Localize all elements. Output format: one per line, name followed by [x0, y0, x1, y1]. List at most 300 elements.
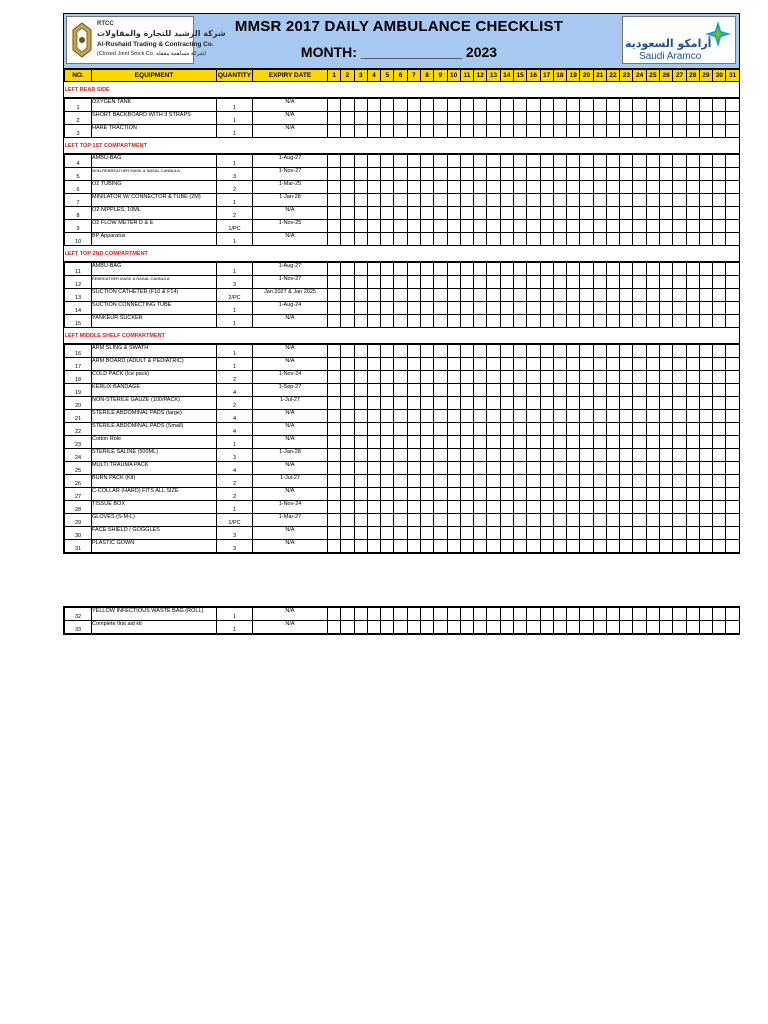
- day-check-cell[interactable]: [713, 371, 726, 384]
- day-check-cell[interactable]: [394, 262, 407, 276]
- day-check-cell[interactable]: [407, 475, 420, 488]
- day-check-cell[interactable]: [540, 608, 553, 621]
- day-check-cell[interactable]: [646, 488, 659, 501]
- day-check-cell[interactable]: [420, 125, 433, 138]
- day-check-cell[interactable]: [434, 371, 447, 384]
- day-check-cell[interactable]: [660, 112, 673, 125]
- day-check-cell[interactable]: [460, 289, 473, 302]
- day-check-cell[interactable]: [686, 154, 699, 168]
- day-check-cell[interactable]: [328, 262, 341, 276]
- day-check-cell[interactable]: [633, 98, 646, 112]
- day-check-cell[interactable]: [567, 181, 580, 194]
- day-check-cell[interactable]: [407, 315, 420, 328]
- day-check-cell[interactable]: [394, 125, 407, 138]
- day-check-cell[interactable]: [460, 302, 473, 315]
- day-check-cell[interactable]: [726, 112, 739, 125]
- day-check-cell[interactable]: [487, 410, 500, 423]
- day-check-cell[interactable]: [341, 276, 354, 289]
- day-check-cell[interactable]: [686, 527, 699, 540]
- day-check-cell[interactable]: [500, 154, 513, 168]
- day-check-cell[interactable]: [673, 462, 686, 475]
- day-check-cell[interactable]: [699, 410, 712, 423]
- day-check-cell[interactable]: [407, 181, 420, 194]
- day-check-cell[interactable]: [381, 488, 394, 501]
- day-check-cell[interactable]: [620, 302, 633, 315]
- day-check-cell[interactable]: [633, 154, 646, 168]
- day-check-cell[interactable]: [381, 621, 394, 634]
- day-check-cell[interactable]: [646, 527, 659, 540]
- day-check-cell[interactable]: [500, 621, 513, 634]
- day-check-cell[interactable]: [354, 488, 367, 501]
- day-check-cell[interactable]: [713, 315, 726, 328]
- day-check-cell[interactable]: [367, 436, 380, 449]
- day-check-cell[interactable]: [553, 358, 566, 371]
- day-check-cell[interactable]: [567, 358, 580, 371]
- day-check-cell[interactable]: [633, 423, 646, 436]
- day-check-cell[interactable]: [660, 125, 673, 138]
- day-check-cell[interactable]: [673, 608, 686, 621]
- day-check-cell[interactable]: [474, 207, 487, 220]
- day-check-cell[interactable]: [580, 462, 593, 475]
- day-check-cell[interactable]: [381, 207, 394, 220]
- day-check-cell[interactable]: [447, 302, 460, 315]
- day-check-cell[interactable]: [474, 289, 487, 302]
- day-check-cell[interactable]: [420, 436, 433, 449]
- day-check-cell[interactable]: [407, 436, 420, 449]
- day-check-cell[interactable]: [420, 540, 433, 553]
- day-check-cell[interactable]: [646, 181, 659, 194]
- day-check-cell[interactable]: [726, 475, 739, 488]
- day-check-cell[interactable]: [434, 449, 447, 462]
- day-check-cell[interactable]: [673, 154, 686, 168]
- day-check-cell[interactable]: [593, 397, 606, 410]
- day-check-cell[interactable]: [633, 220, 646, 233]
- day-check-cell[interactable]: [660, 302, 673, 315]
- day-check-cell[interactable]: [567, 527, 580, 540]
- day-check-cell[interactable]: [341, 315, 354, 328]
- day-check-cell[interactable]: [527, 112, 540, 125]
- day-check-cell[interactable]: [527, 397, 540, 410]
- day-check-cell[interactable]: [500, 181, 513, 194]
- day-check-cell[interactable]: [381, 302, 394, 315]
- day-check-cell[interactable]: [713, 527, 726, 540]
- day-check-cell[interactable]: [580, 514, 593, 527]
- day-check-cell[interactable]: [673, 289, 686, 302]
- day-check-cell[interactable]: [447, 436, 460, 449]
- day-check-cell[interactable]: [328, 181, 341, 194]
- day-check-cell[interactable]: [513, 410, 526, 423]
- day-check-cell[interactable]: [673, 302, 686, 315]
- day-check-cell[interactable]: [567, 462, 580, 475]
- day-check-cell[interactable]: [660, 315, 673, 328]
- day-check-cell[interactable]: [580, 194, 593, 207]
- day-check-cell[interactable]: [633, 449, 646, 462]
- day-check-cell[interactable]: [580, 276, 593, 289]
- day-check-cell[interactable]: [407, 371, 420, 384]
- day-check-cell[interactable]: [460, 220, 473, 233]
- day-check-cell[interactable]: [367, 621, 380, 634]
- day-check-cell[interactable]: [686, 501, 699, 514]
- day-check-cell[interactable]: [686, 462, 699, 475]
- day-check-cell[interactable]: [367, 358, 380, 371]
- day-check-cell[interactable]: [673, 475, 686, 488]
- day-check-cell[interactable]: [713, 540, 726, 553]
- day-check-cell[interactable]: [593, 289, 606, 302]
- day-check-cell[interactable]: [434, 112, 447, 125]
- day-check-cell[interactable]: [407, 276, 420, 289]
- day-check-cell[interactable]: [646, 168, 659, 181]
- day-check-cell[interactable]: [606, 262, 619, 276]
- day-check-cell[interactable]: [593, 475, 606, 488]
- day-check-cell[interactable]: [367, 514, 380, 527]
- day-check-cell[interactable]: [540, 501, 553, 514]
- day-check-cell[interactable]: [593, 181, 606, 194]
- day-check-cell[interactable]: [620, 527, 633, 540]
- day-check-cell[interactable]: [673, 449, 686, 462]
- day-check-cell[interactable]: [447, 397, 460, 410]
- day-check-cell[interactable]: [434, 527, 447, 540]
- day-check-cell[interactable]: [660, 608, 673, 621]
- day-check-cell[interactable]: [513, 527, 526, 540]
- day-check-cell[interactable]: [420, 168, 433, 181]
- day-check-cell[interactable]: [646, 462, 659, 475]
- day-check-cell[interactable]: [553, 181, 566, 194]
- day-check-cell[interactable]: [660, 410, 673, 423]
- day-check-cell[interactable]: [660, 423, 673, 436]
- day-check-cell[interactable]: [407, 98, 420, 112]
- day-check-cell[interactable]: [513, 262, 526, 276]
- day-check-cell[interactable]: [328, 168, 341, 181]
- day-check-cell[interactable]: [646, 514, 659, 527]
- day-check-cell[interactable]: [487, 181, 500, 194]
- day-check-cell[interactable]: [341, 397, 354, 410]
- day-check-cell[interactable]: [567, 488, 580, 501]
- day-check-cell[interactable]: [673, 125, 686, 138]
- day-check-cell[interactable]: [487, 276, 500, 289]
- day-check-cell[interactable]: [367, 608, 380, 621]
- day-check-cell[interactable]: [593, 423, 606, 436]
- day-check-cell[interactable]: [500, 220, 513, 233]
- day-check-cell[interactable]: [341, 154, 354, 168]
- day-check-cell[interactable]: [513, 154, 526, 168]
- day-check-cell[interactable]: [553, 289, 566, 302]
- day-check-cell[interactable]: [673, 262, 686, 276]
- day-check-cell[interactable]: [699, 540, 712, 553]
- day-check-cell[interactable]: [633, 181, 646, 194]
- day-check-cell[interactable]: [341, 621, 354, 634]
- day-check-cell[interactable]: [367, 344, 380, 358]
- day-check-cell[interactable]: [328, 98, 341, 112]
- day-check-cell[interactable]: [407, 154, 420, 168]
- day-check-cell[interactable]: [434, 397, 447, 410]
- day-check-cell[interactable]: [660, 384, 673, 397]
- day-check-cell[interactable]: [660, 514, 673, 527]
- day-check-cell[interactable]: [699, 475, 712, 488]
- day-check-cell[interactable]: [367, 98, 380, 112]
- day-check-cell[interactable]: [381, 233, 394, 246]
- day-check-cell[interactable]: [513, 98, 526, 112]
- day-check-cell[interactable]: [673, 527, 686, 540]
- day-check-cell[interactable]: [420, 344, 433, 358]
- day-check-cell[interactable]: [673, 384, 686, 397]
- day-check-cell[interactable]: [407, 220, 420, 233]
- day-check-cell[interactable]: [620, 423, 633, 436]
- day-check-cell[interactable]: [527, 488, 540, 501]
- day-check-cell[interactable]: [527, 276, 540, 289]
- day-check-cell[interactable]: [699, 112, 712, 125]
- day-check-cell[interactable]: [381, 181, 394, 194]
- day-check-cell[interactable]: [420, 423, 433, 436]
- day-check-cell[interactable]: [593, 540, 606, 553]
- day-check-cell[interactable]: [540, 410, 553, 423]
- day-check-cell[interactable]: [434, 289, 447, 302]
- day-check-cell[interactable]: [513, 488, 526, 501]
- day-check-cell[interactable]: [606, 449, 619, 462]
- day-check-cell[interactable]: [487, 608, 500, 621]
- day-check-cell[interactable]: [660, 621, 673, 634]
- day-check-cell[interactable]: [420, 527, 433, 540]
- day-check-cell[interactable]: [686, 608, 699, 621]
- day-check-cell[interactable]: [673, 423, 686, 436]
- day-check-cell[interactable]: [394, 289, 407, 302]
- day-check-cell[interactable]: [553, 514, 566, 527]
- day-check-cell[interactable]: [527, 181, 540, 194]
- day-check-cell[interactable]: [633, 233, 646, 246]
- day-check-cell[interactable]: [394, 384, 407, 397]
- day-check-cell[interactable]: [513, 315, 526, 328]
- day-check-cell[interactable]: [354, 501, 367, 514]
- day-check-cell[interactable]: [367, 449, 380, 462]
- day-check-cell[interactable]: [646, 608, 659, 621]
- day-check-cell[interactable]: [686, 371, 699, 384]
- day-check-cell[interactable]: [713, 207, 726, 220]
- day-check-cell[interactable]: [713, 501, 726, 514]
- day-check-cell[interactable]: [713, 194, 726, 207]
- day-check-cell[interactable]: [540, 181, 553, 194]
- day-check-cell[interactable]: [540, 462, 553, 475]
- day-check-cell[interactable]: [527, 154, 540, 168]
- day-check-cell[interactable]: [341, 233, 354, 246]
- day-check-cell[interactable]: [487, 621, 500, 634]
- day-check-cell[interactable]: [606, 608, 619, 621]
- day-check-cell[interactable]: [580, 488, 593, 501]
- day-check-cell[interactable]: [367, 194, 380, 207]
- day-check-cell[interactable]: [527, 262, 540, 276]
- day-check-cell[interactable]: [726, 168, 739, 181]
- day-check-cell[interactable]: [341, 527, 354, 540]
- day-check-cell[interactable]: [341, 449, 354, 462]
- day-check-cell[interactable]: [487, 475, 500, 488]
- day-check-cell[interactable]: [646, 302, 659, 315]
- day-check-cell[interactable]: [354, 410, 367, 423]
- day-check-cell[interactable]: [646, 501, 659, 514]
- day-check-cell[interactable]: [367, 410, 380, 423]
- day-check-cell[interactable]: [646, 397, 659, 410]
- day-check-cell[interactable]: [341, 488, 354, 501]
- day-check-cell[interactable]: [593, 371, 606, 384]
- day-check-cell[interactable]: [341, 540, 354, 553]
- day-check-cell[interactable]: [513, 233, 526, 246]
- day-check-cell[interactable]: [381, 276, 394, 289]
- day-check-cell[interactable]: [553, 194, 566, 207]
- day-check-cell[interactable]: [580, 527, 593, 540]
- day-check-cell[interactable]: [394, 168, 407, 181]
- day-check-cell[interactable]: [527, 302, 540, 315]
- day-check-cell[interactable]: [407, 125, 420, 138]
- day-check-cell[interactable]: [474, 397, 487, 410]
- day-check-cell[interactable]: [660, 344, 673, 358]
- day-check-cell[interactable]: [540, 168, 553, 181]
- day-check-cell[interactable]: [460, 125, 473, 138]
- day-check-cell[interactable]: [713, 125, 726, 138]
- month-field[interactable]: MONTH: _____________ 2023: [300, 44, 498, 60]
- day-check-cell[interactable]: [407, 207, 420, 220]
- day-check-cell[interactable]: [540, 423, 553, 436]
- day-check-cell[interactable]: [354, 194, 367, 207]
- day-check-cell[interactable]: [567, 112, 580, 125]
- day-check-cell[interactable]: [447, 501, 460, 514]
- day-check-cell[interactable]: [593, 410, 606, 423]
- day-check-cell[interactable]: [567, 315, 580, 328]
- day-check-cell[interactable]: [487, 449, 500, 462]
- day-check-cell[interactable]: [726, 514, 739, 527]
- day-check-cell[interactable]: [367, 262, 380, 276]
- day-check-cell[interactable]: [726, 276, 739, 289]
- day-check-cell[interactable]: [540, 125, 553, 138]
- day-check-cell[interactable]: [434, 207, 447, 220]
- day-check-cell[interactable]: [420, 501, 433, 514]
- day-check-cell[interactable]: [500, 168, 513, 181]
- day-check-cell[interactable]: [660, 181, 673, 194]
- day-check-cell[interactable]: [673, 344, 686, 358]
- day-check-cell[interactable]: [394, 98, 407, 112]
- day-check-cell[interactable]: [553, 371, 566, 384]
- day-check-cell[interactable]: [500, 276, 513, 289]
- day-check-cell[interactable]: [420, 220, 433, 233]
- day-check-cell[interactable]: [633, 168, 646, 181]
- day-check-cell[interactable]: [474, 262, 487, 276]
- day-check-cell[interactable]: [540, 154, 553, 168]
- day-check-cell[interactable]: [673, 514, 686, 527]
- day-check-cell[interactable]: [474, 514, 487, 527]
- day-check-cell[interactable]: [580, 621, 593, 634]
- day-check-cell[interactable]: [420, 194, 433, 207]
- day-check-cell[interactable]: [620, 514, 633, 527]
- day-check-cell[interactable]: [447, 462, 460, 475]
- day-check-cell[interactable]: [580, 344, 593, 358]
- day-check-cell[interactable]: [367, 289, 380, 302]
- day-check-cell[interactable]: [593, 154, 606, 168]
- day-check-cell[interactable]: [553, 154, 566, 168]
- day-check-cell[interactable]: [726, 462, 739, 475]
- day-check-cell[interactable]: [447, 621, 460, 634]
- day-check-cell[interactable]: [354, 112, 367, 125]
- day-check-cell[interactable]: [540, 344, 553, 358]
- day-check-cell[interactable]: [328, 488, 341, 501]
- day-check-cell[interactable]: [367, 112, 380, 125]
- day-check-cell[interactable]: [367, 302, 380, 315]
- day-check-cell[interactable]: [367, 168, 380, 181]
- day-check-cell[interactable]: [420, 621, 433, 634]
- day-check-cell[interactable]: [620, 488, 633, 501]
- day-check-cell[interactable]: [341, 181, 354, 194]
- day-check-cell[interactable]: [328, 112, 341, 125]
- day-check-cell[interactable]: [487, 397, 500, 410]
- day-check-cell[interactable]: [593, 449, 606, 462]
- day-check-cell[interactable]: [606, 462, 619, 475]
- day-check-cell[interactable]: [593, 262, 606, 276]
- day-check-cell[interactable]: [593, 233, 606, 246]
- day-check-cell[interactable]: [713, 475, 726, 488]
- day-check-cell[interactable]: [713, 233, 726, 246]
- day-check-cell[interactable]: [726, 423, 739, 436]
- day-check-cell[interactable]: [686, 397, 699, 410]
- day-check-cell[interactable]: [434, 475, 447, 488]
- day-check-cell[interactable]: [673, 488, 686, 501]
- day-check-cell[interactable]: [726, 302, 739, 315]
- day-check-cell[interactable]: [620, 98, 633, 112]
- day-check-cell[interactable]: [367, 397, 380, 410]
- day-check-cell[interactable]: [686, 289, 699, 302]
- day-check-cell[interactable]: [341, 112, 354, 125]
- day-check-cell[interactable]: [460, 540, 473, 553]
- day-check-cell[interactable]: [633, 371, 646, 384]
- day-check-cell[interactable]: [420, 289, 433, 302]
- day-check-cell[interactable]: [394, 621, 407, 634]
- day-check-cell[interactable]: [527, 344, 540, 358]
- day-check-cell[interactable]: [447, 262, 460, 276]
- day-check-cell[interactable]: [487, 358, 500, 371]
- day-check-cell[interactable]: [394, 371, 407, 384]
- day-check-cell[interactable]: [686, 168, 699, 181]
- day-check-cell[interactable]: [673, 181, 686, 194]
- day-check-cell[interactable]: [513, 289, 526, 302]
- day-check-cell[interactable]: [726, 397, 739, 410]
- day-check-cell[interactable]: [367, 154, 380, 168]
- day-check-cell[interactable]: [341, 371, 354, 384]
- day-check-cell[interactable]: [646, 436, 659, 449]
- day-check-cell[interactable]: [487, 194, 500, 207]
- day-check-cell[interactable]: [460, 488, 473, 501]
- day-check-cell[interactable]: [460, 501, 473, 514]
- day-check-cell[interactable]: [713, 289, 726, 302]
- day-check-cell[interactable]: [540, 621, 553, 634]
- day-check-cell[interactable]: [328, 621, 341, 634]
- day-check-cell[interactable]: [606, 410, 619, 423]
- day-check-cell[interactable]: [367, 181, 380, 194]
- day-check-cell[interactable]: [527, 220, 540, 233]
- day-check-cell[interactable]: [580, 207, 593, 220]
- day-check-cell[interactable]: [460, 262, 473, 276]
- day-check-cell[interactable]: [367, 488, 380, 501]
- day-check-cell[interactable]: [713, 112, 726, 125]
- day-check-cell[interactable]: [328, 608, 341, 621]
- day-check-cell[interactable]: [500, 233, 513, 246]
- day-check-cell[interactable]: [354, 371, 367, 384]
- day-check-cell[interactable]: [460, 168, 473, 181]
- day-check-cell[interactable]: [407, 112, 420, 125]
- day-check-cell[interactable]: [394, 112, 407, 125]
- day-check-cell[interactable]: [487, 112, 500, 125]
- day-check-cell[interactable]: [474, 181, 487, 194]
- day-check-cell[interactable]: [660, 168, 673, 181]
- day-check-cell[interactable]: [513, 344, 526, 358]
- day-check-cell[interactable]: [513, 449, 526, 462]
- day-check-cell[interactable]: [686, 621, 699, 634]
- day-check-cell[interactable]: [620, 608, 633, 621]
- day-check-cell[interactable]: [633, 475, 646, 488]
- day-check-cell[interactable]: [420, 98, 433, 112]
